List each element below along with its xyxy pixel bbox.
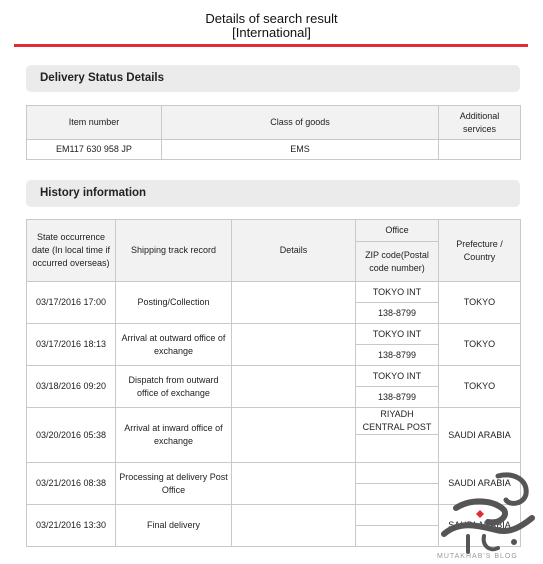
delivery-header-row xyxy=(27,106,521,140)
header-record: Shipping track record xyxy=(116,220,232,282)
history-row xyxy=(27,282,521,303)
history-office: RIYADH CENTRAL POST xyxy=(356,408,439,435)
history-date: 03/17/2016 17:00 xyxy=(27,282,116,324)
history-office: TOKYO INT xyxy=(356,282,439,303)
page-title xyxy=(0,12,543,40)
history-date: 03/21/2016 13:30 xyxy=(27,505,116,547)
history-record: Processing at delivery Post Office xyxy=(116,463,232,505)
history-row xyxy=(27,366,521,387)
header-zip: ZIP code(Postal code number) xyxy=(356,242,439,282)
delivery-data-row xyxy=(27,140,521,160)
history-record: Arrival at inward office of exchange xyxy=(116,408,232,463)
header-details: Details xyxy=(232,220,356,282)
history-prefecture: TOKYO xyxy=(439,366,521,408)
history-prefecture: SAUDI ARABIA xyxy=(439,463,521,505)
history-details xyxy=(232,505,356,547)
header-class-of-goods: Class of goods xyxy=(162,106,439,140)
history-details xyxy=(232,408,356,463)
history-details xyxy=(232,324,356,366)
header-date: State occurrence date (In local time if occurred overseas) xyxy=(27,220,116,282)
history-office xyxy=(356,463,439,484)
history-office: TOKYO INT xyxy=(356,324,439,345)
blog-watermark-text: MUTAKHAB'S BLOG xyxy=(437,553,518,560)
history-zip: 138-8799 xyxy=(356,387,439,408)
history-row xyxy=(27,324,521,345)
history-record: Posting/Collection xyxy=(116,282,232,324)
history-record: Arrival at outward office of exchange xyxy=(116,324,232,366)
history-details xyxy=(232,366,356,408)
history-date: 03/20/2016 05:38 xyxy=(27,408,116,463)
header-office: Office xyxy=(356,220,439,242)
history-row xyxy=(27,408,521,435)
history-date: 03/18/2016 09:20 xyxy=(27,366,116,408)
history-header-row-1 xyxy=(27,220,521,242)
history-zip xyxy=(356,484,439,505)
additional-services-value xyxy=(439,140,521,160)
history-date: 03/21/2016 08:38 xyxy=(27,463,116,505)
header-prefecture: Prefecture / Country xyxy=(439,220,521,282)
title-line-1: Details of search result xyxy=(205,11,338,26)
history-zip: 138-8799 xyxy=(356,303,439,324)
history-office: TOKYO INT xyxy=(356,366,439,387)
delivery-section-title: Delivery Status Details xyxy=(40,72,165,84)
history-details xyxy=(232,282,356,324)
item-number-value: EM117 630 958 JP xyxy=(27,140,162,160)
title-line-2: [International] xyxy=(232,25,311,40)
class-of-goods-value: EMS xyxy=(162,140,439,160)
history-zip xyxy=(356,435,439,463)
history-prefecture: SAUDI ARABIA xyxy=(439,505,521,547)
header-item-number: Item number xyxy=(27,106,162,140)
blog-watermark-logo xyxy=(436,470,540,562)
history-record: Dispatch from outward office of exchange xyxy=(116,366,232,408)
history-office xyxy=(356,505,439,526)
delivery-status-table xyxy=(26,105,521,160)
history-section-header xyxy=(26,180,520,207)
history-zip: 138-8799 xyxy=(356,345,439,366)
history-details xyxy=(232,463,356,505)
history-zip xyxy=(356,526,439,547)
delivery-section-header xyxy=(26,65,520,92)
history-date: 03/17/2016 18:13 xyxy=(27,324,116,366)
history-section-title: History information xyxy=(40,187,147,199)
header-additional-services: Additional services xyxy=(439,106,521,140)
title-divider xyxy=(14,44,528,47)
history-prefecture: TOKYO xyxy=(439,282,521,324)
history-prefecture: SAUDI ARABIA xyxy=(439,408,521,463)
history-record: Final delivery xyxy=(116,505,232,547)
history-prefecture: TOKYO xyxy=(439,324,521,366)
